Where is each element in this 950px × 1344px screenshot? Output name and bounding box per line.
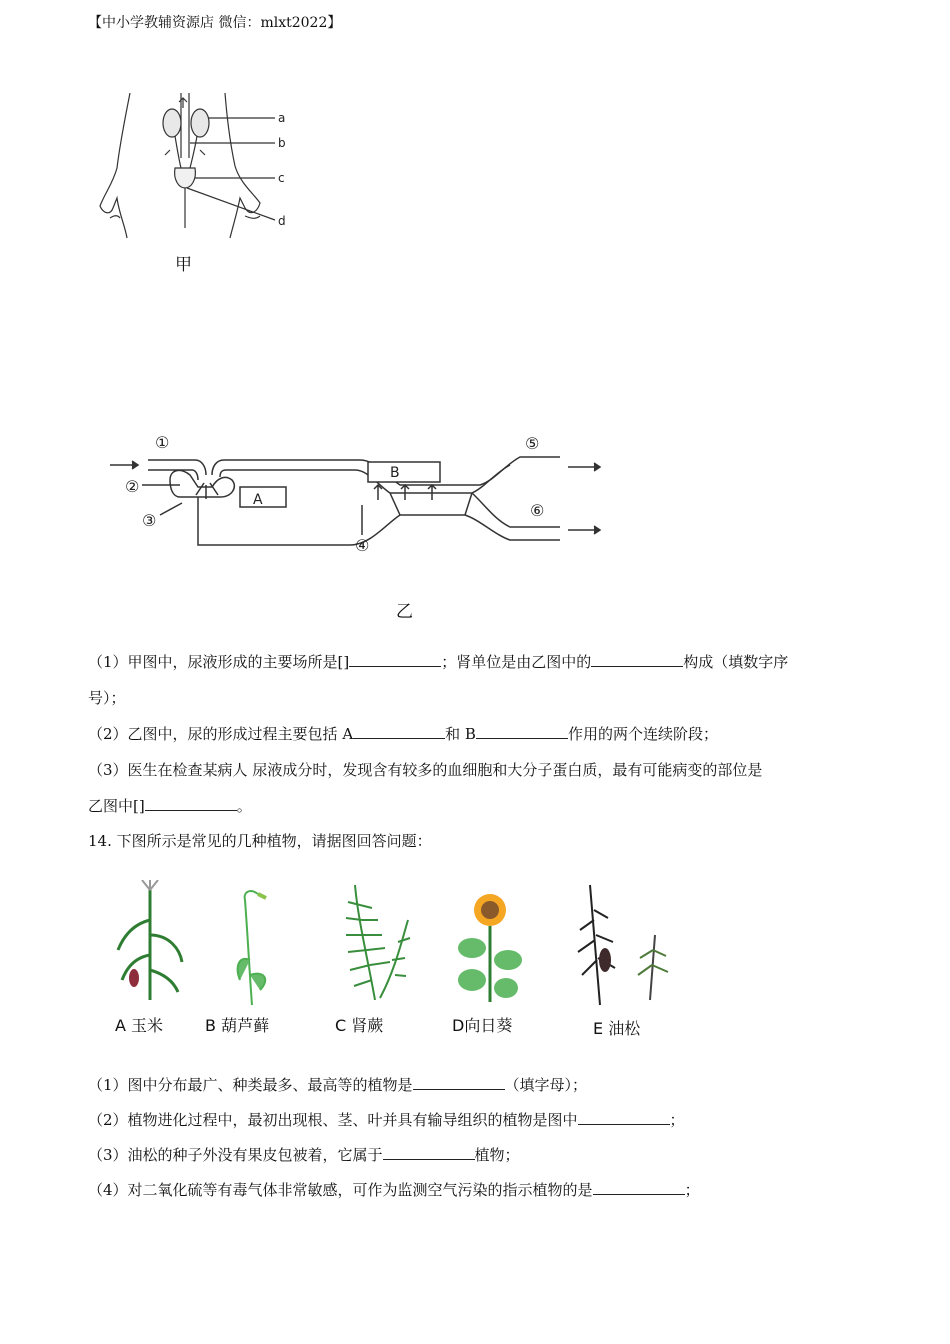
marker-3: ③ xyxy=(142,511,157,530)
plant-label-c: C 肾蕨 xyxy=(335,1016,384,1035)
answer-blank[interactable] xyxy=(476,724,568,739)
q14-part4: （4）对二氧化硫等有毒气体非常敏感，可作为监测空气污染的指示植物的是 ； xyxy=(88,1181,700,1199)
marker-6: ⑥ xyxy=(530,501,545,520)
label-a: a xyxy=(278,111,286,125)
answer-blank[interactable] xyxy=(353,724,445,739)
q13-part1: （1）甲图中，尿液形成的主要场所是[] ；肾单位是由乙图中的 构成（填数字序 xyxy=(88,653,789,671)
sunflower-plant xyxy=(458,894,522,1002)
pine-plant xyxy=(578,885,668,1005)
marker-4: ④ xyxy=(355,536,370,555)
urinary-system-figure xyxy=(95,88,305,248)
answer-blank[interactable] xyxy=(578,1110,670,1125)
figure-jia-caption: 甲 xyxy=(175,255,192,275)
marker-1: ① xyxy=(155,433,170,452)
box-b-label: B xyxy=(390,465,400,481)
answer-blank[interactable] xyxy=(591,652,683,667)
fern-plant xyxy=(346,885,410,1000)
answer-blank[interactable] xyxy=(383,1145,475,1160)
answer-blank[interactable] xyxy=(145,796,237,811)
plant-label-b: B 葫芦藓 xyxy=(205,1016,270,1035)
nephron-figure xyxy=(100,425,620,565)
label-c: c xyxy=(278,171,285,185)
q13-part2: （2）乙图中，尿的形成过程主要包括 A 和 B 作用的两个连续阶段； xyxy=(88,725,718,743)
moss-plant xyxy=(238,891,266,1005)
q14-title: 14. 下图所示是常见的几种植物，请据图回答问题： xyxy=(88,832,432,850)
label-b: b xyxy=(278,136,286,150)
q13-part3-cont: 乙图中[] 。 xyxy=(88,797,252,815)
plants-figure xyxy=(110,880,690,1010)
q13-part1-cont: 号）； xyxy=(88,689,126,707)
corn-plant xyxy=(118,880,182,1000)
page-header: 【中小学教辅资源店 微信：mlxt2022】 xyxy=(88,15,342,31)
box-a-label: A xyxy=(253,492,263,508)
answer-blank[interactable] xyxy=(349,652,441,667)
q14-part3: （3）油松的种子外没有果皮包被着，它属于 植物； xyxy=(88,1146,520,1164)
plant-label-e: E 油松 xyxy=(593,1019,641,1038)
q13-part3: （3）医生在检查某病人 尿液成分时，发现含有较多的血细胞和大分子蛋白质，最有可能病变的部位是 xyxy=(88,761,763,779)
plant-label-d: D向日葵 xyxy=(452,1016,513,1035)
answer-blank[interactable] xyxy=(413,1075,505,1090)
plant-label-a: A 玉米 xyxy=(115,1016,164,1035)
figure-yi-caption: 乙 xyxy=(396,602,413,622)
marker-2: ② xyxy=(125,477,140,496)
q14-part2: （2）植物进化过程中，最初出现根、茎、叶并具有输导组织的植物是图中 ； xyxy=(88,1111,685,1129)
q14-part1: （1）图中分布最广、种类最多、最高等的植物是 （填字母）； xyxy=(88,1076,588,1094)
label-d: d xyxy=(278,214,286,228)
answer-blank[interactable] xyxy=(593,1180,685,1195)
marker-5: ⑤ xyxy=(525,434,540,453)
